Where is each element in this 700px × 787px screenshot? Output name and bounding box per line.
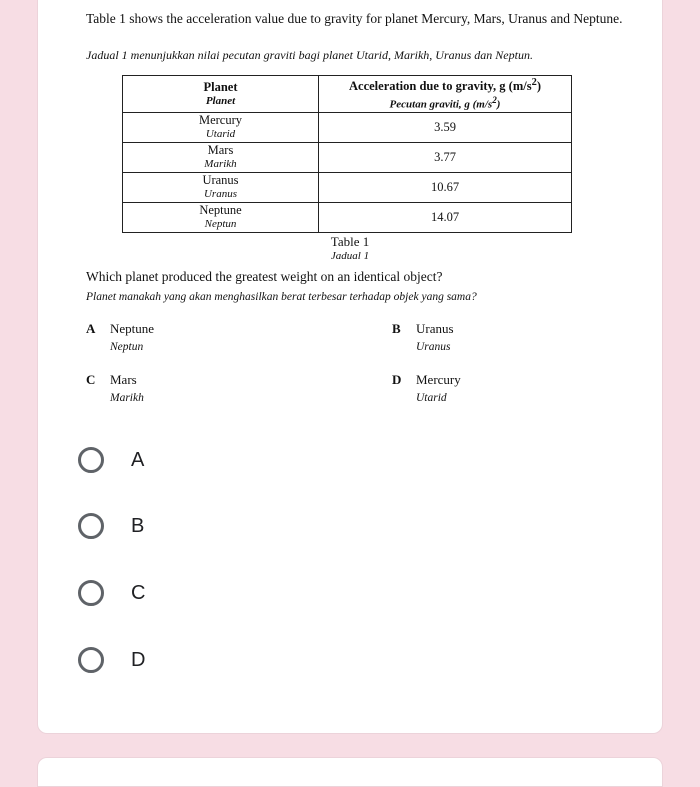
question-intro-ms: Jadual 1 menunjukkan nilai pecutan graviti bagi planet Utarid, Marikh, Uranus dan Neptun. [86, 48, 533, 62]
radio-c[interactable] [78, 580, 104, 606]
choice-c-label: C [131, 581, 146, 604]
header-acceleration [319, 76, 572, 113]
option-a-text: A Neptune Neptun [86, 321, 155, 353]
table-caption-en: Table 1 [330, 234, 370, 249]
header-planet-en: Planet [203, 79, 238, 94]
choice-c[interactable] [78, 576, 278, 610]
table-row [123, 202, 572, 232]
table-row [123, 112, 572, 142]
planet-ms: Neptun [204, 218, 237, 231]
header-accel-en: Acceleration due to gravity, g $(m/s^2)$ [349, 77, 541, 94]
choice-a-label: A [131, 448, 145, 471]
option-b-text: B Uranus Uranus [392, 321, 454, 353]
question-prompt-en: Which planet produced the greatest weight on an identical object? [86, 269, 443, 284]
radio-b[interactable] [78, 513, 104, 539]
table-header-row [123, 76, 572, 113]
table-row [123, 172, 572, 202]
question-intro-en: Table 1 shows the acceleration value due to gravity for planet Mercury, Mars, Uranus and Neptune. [86, 11, 623, 26]
choice-b[interactable] [78, 509, 278, 543]
choice-a[interactable] [78, 443, 278, 477]
table-caption-ms: Jadual 1 [330, 250, 370, 262]
planet-ms: Marikh [204, 158, 237, 171]
next-question-card [37, 757, 663, 787]
option-d-text: D Mercury Utarid [392, 372, 461, 404]
choice-d-label: D [131, 648, 146, 671]
choice-b-label: B [131, 514, 145, 537]
question-prompt-ms: Planet manakah yang akan menghasilkan berat terbesar terhadap objek yang sama? [86, 291, 477, 303]
header-planet-ms: Planet [205, 94, 236, 107]
planet-ms: Uranus [203, 188, 237, 201]
header-planet [123, 76, 319, 113]
planet-en: Neptune [199, 203, 242, 218]
gravity-value: 3.59 [319, 112, 572, 142]
radio-a[interactable] [78, 447, 104, 473]
radio-d[interactable] [78, 647, 104, 673]
choice-d[interactable] [78, 643, 278, 677]
gravity-value: 14.07 [319, 202, 572, 232]
planet-ms: Utarid [205, 128, 236, 141]
header-accel-ms: Pecutan graviti, g $(m/s^2)$ [389, 95, 501, 111]
option-c-text: C Mars Marikh [86, 372, 144, 404]
gravity-value: 10.67 [319, 172, 572, 202]
gravity-table [122, 75, 572, 233]
table-row [123, 142, 572, 172]
planet-en: Mars [207, 143, 234, 158]
planet-en: Mercury [198, 113, 243, 128]
gravity-value: 3.77 [319, 142, 572, 172]
planet-en: Uranus [202, 173, 239, 188]
